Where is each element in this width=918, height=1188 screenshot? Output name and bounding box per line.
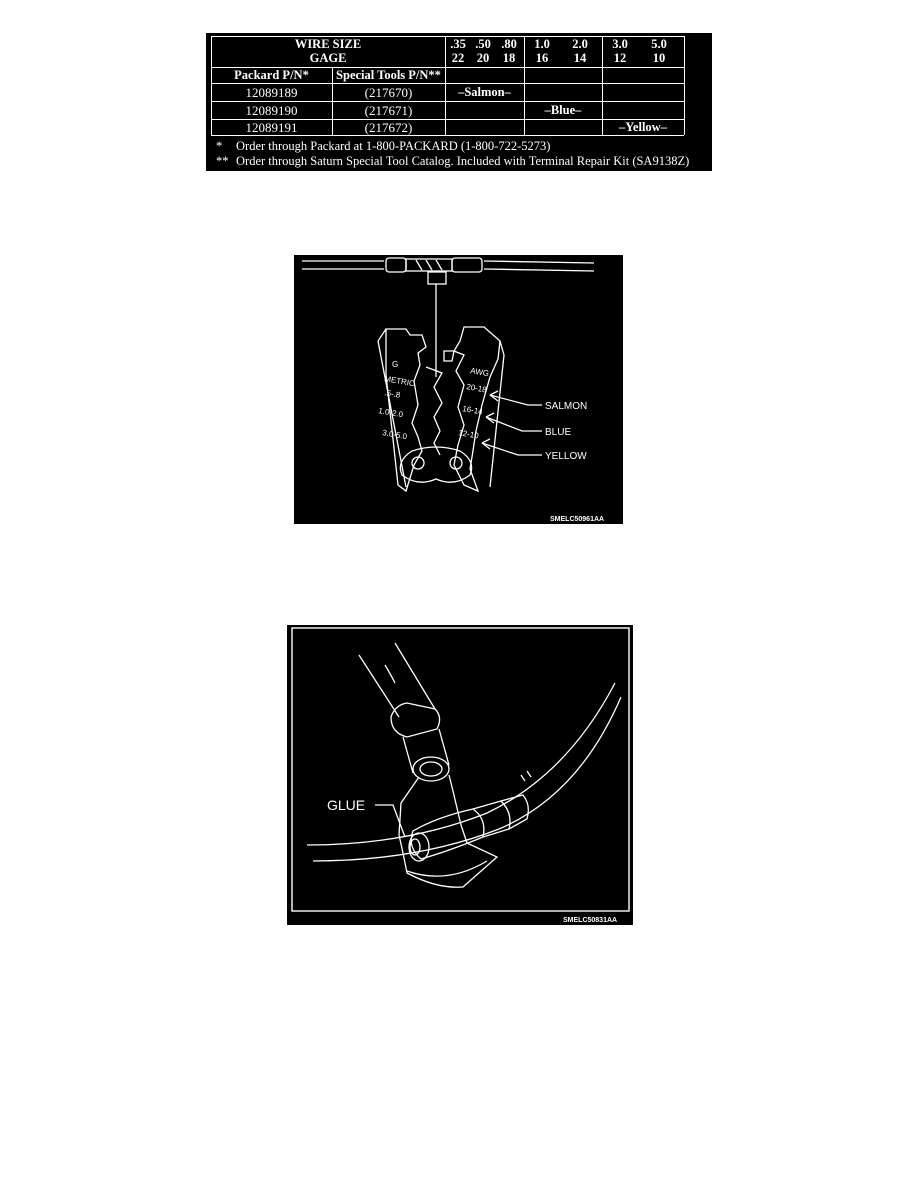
- footnote-text: Order through Packard at 1-800-PACKARD (1-800-722-5273): [236, 139, 551, 153]
- crimp-tool-figure: [294, 255, 623, 524]
- callout-yellow: YELLOW: [545, 451, 587, 462]
- callout-blue: BLUE: [545, 427, 572, 438]
- footnote-mark: **: [216, 154, 229, 168]
- footnote-1: [216, 139, 550, 154]
- splice-glue-figure: [287, 625, 633, 925]
- wire-size-table: [206, 33, 712, 171]
- gage-size: 18: [502, 51, 516, 65]
- table-row-color: –Blue–: [544, 103, 582, 117]
- metric-range: 3.0-5.0: [381, 428, 408, 442]
- gage-size: 14: [573, 51, 587, 65]
- table-row-packard: 12089191: [245, 120, 298, 135]
- metric-range: .5-.8: [383, 388, 401, 400]
- label-glue: GLUE: [327, 797, 366, 813]
- metric-size: 1.0: [534, 37, 550, 51]
- header-wire-size: WIRE SIZE: [294, 37, 362, 51]
- awg-range: 20-18: [465, 382, 488, 395]
- gage-size: 12: [613, 51, 627, 65]
- table-row-color: –Yellow–: [619, 120, 667, 134]
- gage-size: 20: [476, 51, 490, 65]
- footnote-2: [216, 154, 689, 169]
- metric-size: .35: [450, 37, 466, 51]
- metric-size: .80: [501, 37, 517, 51]
- figure-code: SMELC50831AA: [563, 917, 618, 924]
- crimp-tool-illustration: [294, 255, 623, 524]
- footnote-text: Order through Saturn Special Tool Catalog. Included with Terminal Repair Kit (SA9138Z): [236, 154, 690, 168]
- table-row-color: –Salmon–: [458, 85, 511, 99]
- table-row-packard: 12089190: [245, 103, 298, 118]
- awg-range: 12-10: [457, 428, 480, 441]
- metric-range: 1.0-2.0: [377, 406, 404, 420]
- table-row-special: (217672): [364, 120, 413, 135]
- footnote-mark: *: [216, 139, 223, 153]
- label-metric: METRIC: [383, 374, 416, 389]
- awg-range: 16-14: [461, 404, 484, 417]
- gage-size: 22: [451, 51, 465, 65]
- metric-size: 3.0: [612, 37, 628, 51]
- metric-size: 5.0: [651, 37, 667, 51]
- label-awg: AWG: [469, 366, 490, 379]
- column-header-packard: Packard P/N*: [234, 68, 309, 82]
- table-row-special: (217670): [364, 85, 413, 100]
- table-row-special: (217671): [364, 103, 413, 118]
- gage-size: 10: [652, 51, 666, 65]
- metric-size: .50: [475, 37, 491, 51]
- metric-size: 2.0: [572, 37, 588, 51]
- splice-illustration: [287, 625, 633, 925]
- figure-code: SMELC50961AA: [550, 516, 605, 523]
- header-gage: GAGE: [309, 51, 347, 65]
- column-header-special-tools: Special Tools P/N**: [336, 68, 441, 82]
- callout-salmon: SALMON: [545, 401, 588, 412]
- gage-size: 16: [535, 51, 549, 65]
- label-g: G: [392, 360, 399, 369]
- table-row-packard: 12089189: [245, 85, 298, 100]
